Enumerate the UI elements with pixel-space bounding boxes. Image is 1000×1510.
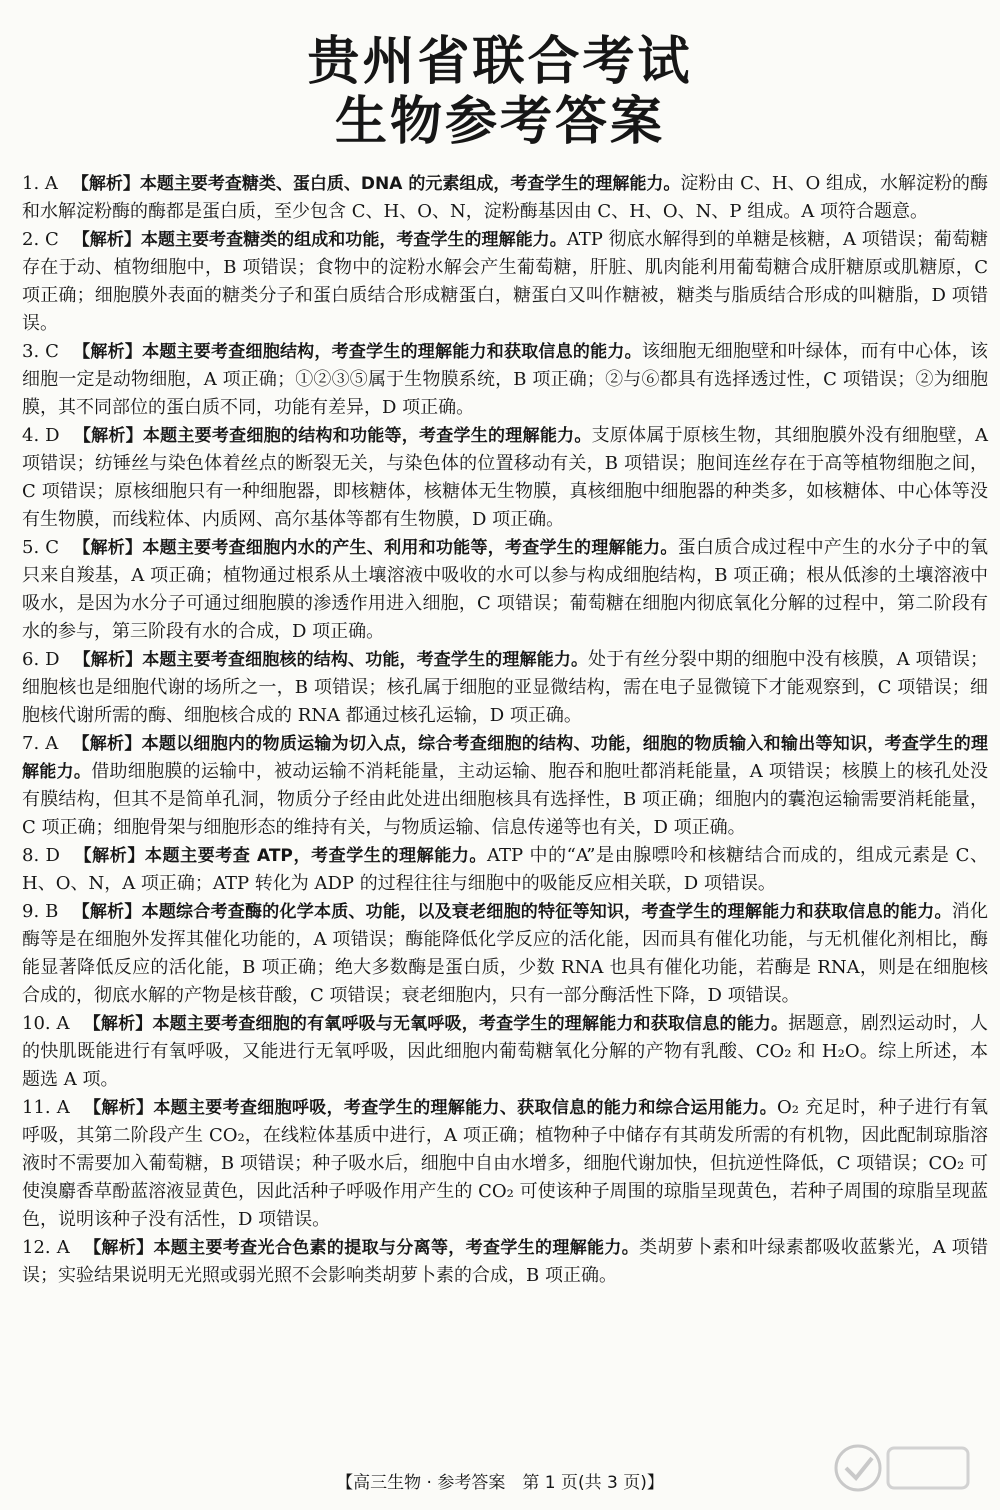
answer-item [22,842,988,898]
answer-choice: C [45,537,59,558]
answer-explanation: 该细胞无细胞壁和叶绿体，而有中心体，该细胞一定是动物细胞，A 项正确；①②③⑤属于生物膜系统，B 项正确；②与⑥都具有选择透过性，C 项错误；②为细胞膜，其不同部位的蛋白质不同，功能有差异，D 项正确。 [22,341,989,418]
answer-item [22,1234,988,1290]
answer-explanation: 据题意，剧烈运动时，人的快肌既能进行有氧呼吸，又能进行无氧呼吸，因此细胞内葡萄糖氧化分解的产物有乳酸、CO₂ 和 H₂O。综上所述，本题选 A 项。 [22,1013,989,1090]
answer-item [22,730,988,842]
answer-number: 1. [22,173,40,194]
answer-explanation: 类胡萝卜素和叶绿素都吸收蓝紫光，A 项错误；实验结果说明无光照或弱光照不会影响类胡萝卜素的合成，B 项正确。 [22,1237,988,1286]
answer-number: 9. [22,901,40,922]
answer-choice: C [44,229,59,250]
answer-item [22,1094,988,1234]
page-footer: 【高三生物 · 参考答案 第 1 页(共 3 页)】 [336,1473,664,1493]
answer-explanation: 借助细胞膜的运输中，被动运输不消耗能量，主动运输、胞吞和胞吐都消耗能量，A 项错误；核膜上的核孔处没有膜结构，但其不是简单孔洞，物质分子经由此处进出细胞核具有选择性，B 项正确；细胞内的囊泡运输需要消耗能量，C 项正确；细胞骨架与细胞形态的维持有关，与物质运输、信息传递等也有关，D 项正确。 [22,761,989,838]
answer-choice: D [45,649,60,670]
answer-number: 7. [22,733,40,754]
answer-summary: 【解析】本题主要考查细胞内水的产生、利用和功能等，考查学生的理解能力。 [72,538,678,558]
answer-choice: A [56,1097,70,1118]
answer-item [22,226,988,338]
answer-choice: B [45,901,59,922]
answer-summary: 【解析】本题主要考查 ATP，考查学生的理解能力。 [73,846,488,866]
answer-summary: 【解析】本题主要考查糖类的组成和功能，考查学生的理解能力。 [72,230,567,250]
answer-item [22,534,988,646]
answer-choice: D [45,425,60,446]
answer-number: 10. [22,1013,51,1034]
answer-list [22,170,988,1290]
answer-choice: A [45,733,59,754]
answer-number: 12. [22,1237,51,1258]
answer-number: 3. [22,341,40,362]
answer-summary: 【解析】本题以细胞内的物质运输为切入点，综合考查细胞的结构、功能，细胞的物质输入和输出等知识，考查学生的理解能力。 [22,734,988,782]
page-subtitle: 生物参考答案 [334,92,665,152]
answer-explanation: 支原体属于原核生物，其细胞膜外没有细胞壁，A 项错误；纺锤丝与染色体着丝点的断裂无关，与染色体的位置移动有关，B 项错误；胞间连丝存在于高等植物细胞之间，C 项错误；原核细胞只有一种细胞器，即核糖体，核糖体无生物膜，真核细胞中细胞器的种类多，如核糖体、中心体等没有生物膜，而线粒体、内质网、高尔基体等都有生物膜，D 项正确。 [22,425,988,530]
answer-number: 8. [22,845,40,866]
answer-item [22,646,988,730]
answer-item [22,1010,988,1094]
answer-summary: 【解析】本题主要考查细胞核的结构、功能，考查学生的理解能力。 [73,650,589,670]
answer-number: 11. [22,1097,51,1118]
answer-choice: A [56,1237,70,1258]
answer-summary: 【解析】本题主要考查细胞的有氧呼吸与无氧呼吸，考查学生的理解能力和获取信息的能力。 [83,1014,789,1034]
answer-number: 6. [22,649,40,670]
watermark-logo-icon [828,1438,978,1498]
answer-choice: A [44,173,58,194]
answer-summary: 【解析】本题主要考查细胞结构，考查学生的理解能力和获取信息的能力。 [72,342,642,362]
answer-number: 2. [22,229,40,250]
answer-item [22,422,988,534]
answer-summary: 【解析】本题主要考查光合色素的提取与分离等，考查学生的理解能力。 [83,1238,640,1258]
answer-summary: 【解析】本题综合考查酶的化学本质、功能，以及衰老细胞的特征等知识，考查学生的理解能力和获取信息的能力。 [72,902,952,922]
answer-number: 5. [22,537,40,558]
answer-choice: C [45,341,59,362]
answer-explanation: 蛋白质合成过程中产生的水分子中的氧只来自羧基，A 项正确；植物通过根系从土壤溶液中吸收的水可以参与构成细胞结构，B 项正确；根从低渗的土壤溶液中吸水，是因为水分子可通过细胞膜的渗透作用进入细胞，C 项错误；葡萄糖在细胞内彻底氧化分解的过程中，第二阶段有水的参与，第三阶段有水的合成，D 项正确。 [22,537,989,642]
answer-explanation: 消化酶等是在细胞外发挥其催化功能的，A 项错误；酶能降低化学反应的活化能，因而具有催化功能，与无机催化剂相比，酶能显著降低反应的活化能，B 项正确；绝大多数酶是蛋白质，少数 RNA 也具有催化功能，若酶是 RNA，则是在细胞核合成的，彻底水解的产物是核苷酸，C 项错误；衰老细胞内，只有一部分酶活性下降，D 项错误。 [22,901,989,1006]
answer-item [22,338,988,422]
answer-choice: D [45,845,60,866]
page-title: 贵州省联合考试 [307,32,693,92]
answer-choice: A [56,1013,70,1034]
answer-explanation: O₂ 充足时，种子进行有氧呼吸，其第二阶段产生 CO₂，在线粒体基质中进行，A 项正确；植物种子中储存有其萌发所需的有机物，因此配制琼脂溶液时不需要加入葡萄糖，B 项错误；种子吸水后，细胞中自由水增多，细胞代谢加快，但抗逆性降低，C 项错误；CO₂ 可使溴麝香草酚蓝溶液显黄色，因此活种子呼吸作用产生的 CO₂ 可使该种子周围的琼脂呈现黄色，若种子周围的琼脂呈现蓝色，说明该种子没有活性，D 项错误。 [22,1097,988,1230]
answer-explanation: ATP 彻底水解得到的单糖是核糖，A 项错误；葡萄糖存在于动、植物细胞中，B 项错误；食物中的淀粉水解会产生葡萄糖，肝脏、肌肉能利用葡萄糖合成肝糖原或肌糖原，C 项正确；细胞膜外表面的糖类分子和蛋白质结合形成糖蛋白，糖蛋白又叫作糖被，糖类与脂质结合形成的叫糖脂，D 项错误。 [22,229,989,334]
answer-item [22,898,988,1010]
answer-explanation: ATP 中的“A”是由腺嘌呤和核糖结合而成的，组成元素是 C、H、O、N，A 项正确；ATP 转化为 ADP 的过程往往与细胞中的吸能反应相关联，D 项错误。 [22,845,988,894]
answer-summary: 【解析】本题主要考查细胞呼吸，考查学生的理解能力、获取信息的能力和综合运用能力。 [83,1098,778,1118]
answer-item [22,170,988,226]
answer-summary: 【解析】本题主要考查细胞的结构和功能等，考查学生的理解能力。 [73,426,592,446]
answer-explanation: 淀粉由 C、H、O 组成，水解淀粉的酶和水解淀粉酶的酶都是蛋白质，至少包含 C、H、O、N，淀粉酶基因由 C、H、O、N、P 组成。A 项符合题意。 [22,173,989,222]
answer-explanation: 处于有丝分裂中期的细胞中没有核膜，A 项错误；细胞核也是细胞代谢的场所之一，B 项错误；核孔属于细胞的亚显微结构，需在电子显微镜下才能观察到，C 项错误；细胞核代谢所需的酶、细胞核合成的 RNA 都通过核孔运输，D 项正确。 [22,649,988,726]
answer-number: 4. [22,425,40,446]
answer-summary: 【解析】本题主要考查糖类、蛋白质、DNA 的元素组成，考查学生的理解能力。 [71,174,681,194]
